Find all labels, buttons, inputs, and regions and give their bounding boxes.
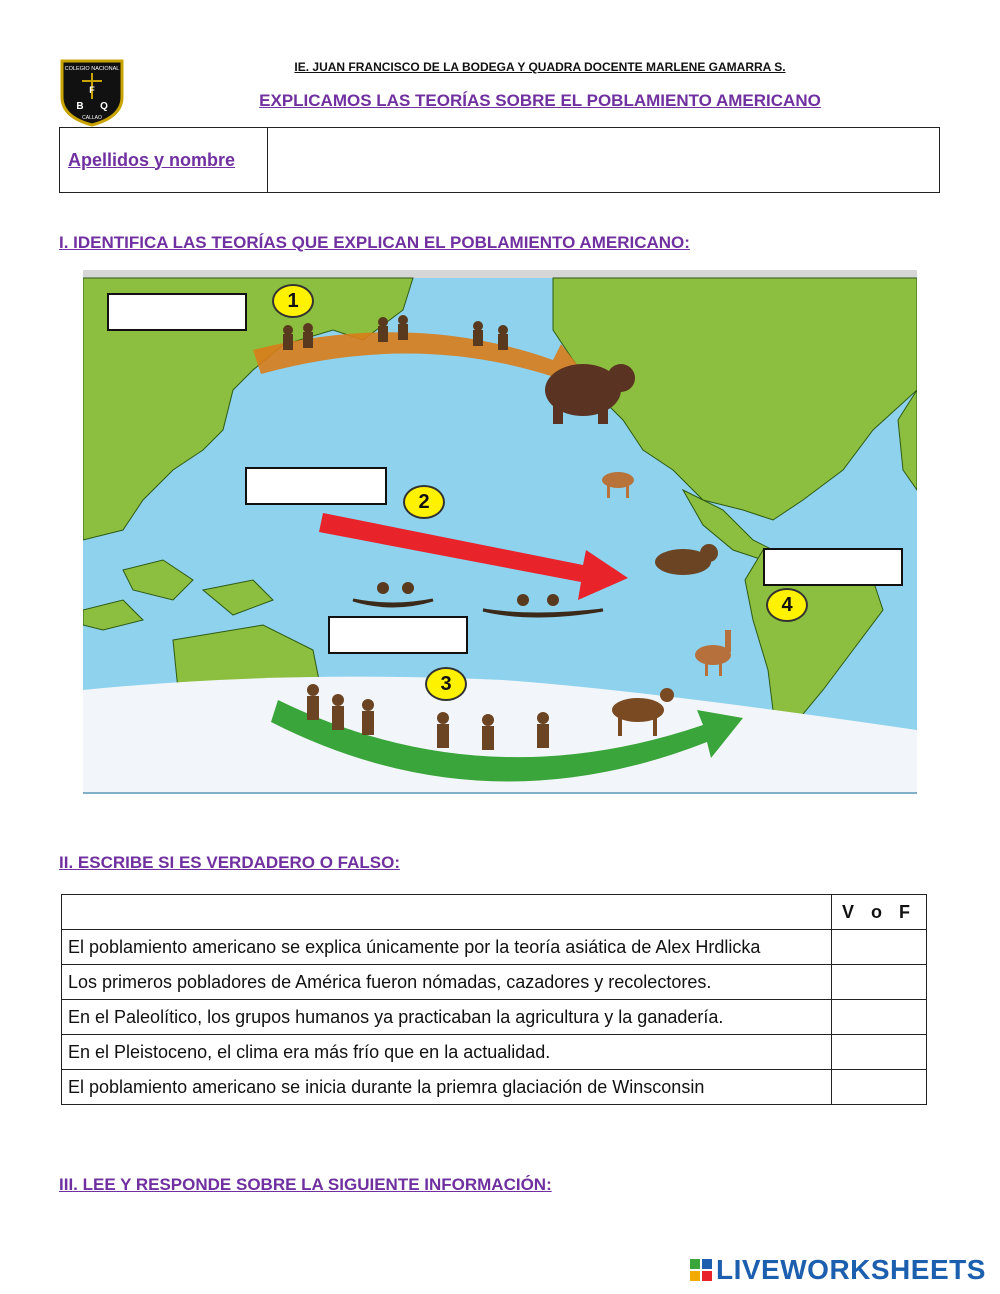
answer-box-1[interactable]	[107, 293, 247, 331]
section2-heading: II. ESCRIBE SI ES VERDADERO O FALSO:	[59, 853, 400, 872]
name-label: Apellidos y nombre	[68, 149, 236, 170]
vf-cell-3[interactable]	[832, 1000, 927, 1035]
badge-3: 3	[425, 667, 467, 701]
liveworksheets-logo-icon	[690, 1259, 712, 1281]
statement-header	[62, 895, 832, 930]
liveworksheets-brand[interactable]	[690, 1254, 986, 1286]
name-field[interactable]	[268, 128, 939, 192]
logo-letter-b: B	[76, 101, 84, 112]
world-map	[83, 270, 917, 792]
statement-5: El poblamiento americano se inicia durante la priemra glaciación de Winsconsin	[62, 1070, 832, 1105]
school-line: IE. JUAN FRANCISCO DE LA BODEGA Y QUADRA DOCENTE MARLENE GAMARRA S.	[294, 60, 786, 74]
table-row	[62, 965, 927, 1000]
answer-box-4[interactable]	[763, 548, 903, 586]
vf-cell-1[interactable]	[832, 930, 927, 965]
statement-4: En el Pleistoceno, el clima era más frío que en la actualidad.	[62, 1035, 832, 1070]
badge-4: 4	[766, 588, 808, 622]
logo-text: COLEGIO NACIONAL	[64, 66, 120, 72]
statement-3: En el Paleolítico, los grupos humanos ya practicaban la agricultura y la ganadería.	[62, 1000, 832, 1035]
section1-heading: I. IDENTIFICA LAS TEORÍAS QUE EXPLICAN EL POBLAMIENTO AMERICANO:	[59, 233, 690, 252]
brand-text: LIVEWORKSHEETS	[716, 1254, 986, 1285]
section3-heading: III. LEE Y RESPONDE SOBRE LA SIGUIENTE INFORMACIÓN:	[59, 1175, 552, 1194]
name-label-cell	[60, 128, 268, 192]
name-box	[59, 127, 940, 193]
vf-input-5[interactable]	[840, 1078, 918, 1098]
map-divider	[83, 792, 917, 794]
map-illustration	[83, 270, 917, 792]
table-header-row	[62, 895, 927, 930]
answer-box-2[interactable]	[245, 467, 387, 505]
vf-header: V o F	[832, 895, 927, 930]
vf-cell-4[interactable]	[832, 1035, 927, 1070]
logo-city: CALLAO	[82, 115, 102, 121]
vf-cell-2[interactable]	[832, 965, 927, 1000]
page-title: EXPLICAMOS LAS TEORÍAS SOBRE EL POBLAMIENTO AMERICANO	[259, 91, 821, 110]
table-row	[62, 1000, 927, 1035]
logo-letter-f: F	[89, 85, 95, 95]
table-row	[62, 1070, 927, 1105]
true-false-table	[61, 894, 927, 1105]
logo-letter-q: Q	[100, 101, 108, 112]
vf-input-4[interactable]	[840, 1043, 918, 1063]
vf-input-3[interactable]	[840, 1008, 918, 1028]
vf-cell-5[interactable]	[832, 1070, 927, 1105]
table-row	[62, 930, 927, 965]
badge-1: 1	[272, 284, 314, 318]
vf-input-2[interactable]	[840, 973, 918, 993]
answer-box-3[interactable]	[328, 616, 468, 654]
school-logo	[58, 57, 126, 127]
statement-2: Los primeros pobladores de América fueron nómadas, cazadores y recolectores.	[62, 965, 832, 1000]
table-row	[62, 1035, 927, 1070]
badge-2: 2	[403, 485, 445, 519]
statement-1: El poblamiento americano se explica únicamente por la teoría asiática de Alex Hrdlicka	[62, 930, 832, 965]
vf-input-1[interactable]	[840, 938, 918, 958]
